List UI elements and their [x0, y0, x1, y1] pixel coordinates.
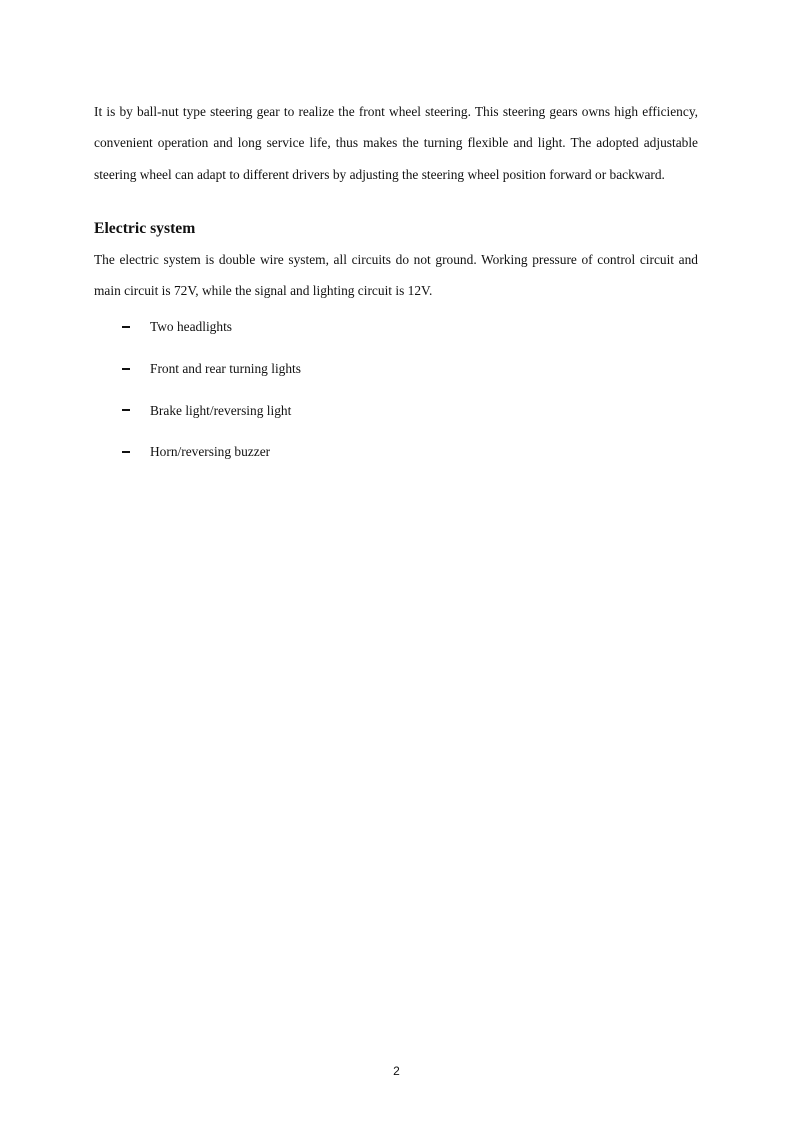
list-item [94, 436, 698, 478]
list-item [94, 311, 698, 353]
dash-bullet-icon [122, 368, 130, 370]
dash-bullet-icon [122, 451, 130, 453]
electric-components-list [94, 311, 698, 477]
list-item-text: Brake light/reversing light [150, 402, 292, 418]
list-item [94, 395, 698, 437]
list-item-text: Front and rear turning lights [150, 361, 301, 377]
dash-bullet-icon [122, 326, 130, 328]
list-item-text: Horn/reversing buzzer [150, 444, 271, 460]
list-item-text: Two headlights [150, 319, 232, 335]
dash-bullet-icon [122, 409, 130, 411]
steering-paragraph: It is by ball-nut type steering gear to realize the front wheel steering. This steering gears owns high efficiency, convenient operation and long service life, thus makes the turning flexible and light. The adopted adjustable steering wheel can adapt to different drivers by adjusting the steering wheel position forward or backward. [94, 104, 698, 182]
page-content [94, 96, 698, 478]
page-number: 2 [393, 1064, 400, 1078]
electric-system-paragraph: The electric system is double wire system, all circuits do not ground. Working pressure of control circuit and main circuit is 72V, while the signal and lighting circuit is 12V. [94, 251, 698, 299]
section-heading-electric-system: Electric system [94, 219, 196, 237]
list-item [94, 353, 698, 395]
